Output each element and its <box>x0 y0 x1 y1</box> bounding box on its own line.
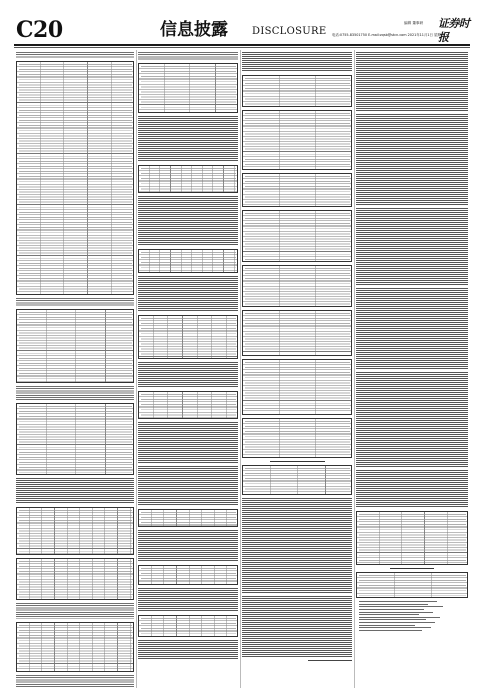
info-table <box>242 465 352 495</box>
masthead <box>14 18 470 44</box>
column-4 <box>356 50 468 688</box>
text-block <box>138 52 238 60</box>
list-item <box>359 612 433 613</box>
editor-line: 编辑 董事研 <box>404 21 424 25</box>
financial-table <box>138 165 238 193</box>
info-table <box>242 75 352 107</box>
financial-table <box>138 391 238 419</box>
info-table <box>242 265 352 307</box>
text-block <box>138 640 238 660</box>
info-table <box>242 359 352 415</box>
text-block <box>242 52 352 72</box>
financial-table <box>16 622 134 672</box>
list-item <box>359 627 431 628</box>
table-caption <box>270 461 325 462</box>
text-block <box>138 196 238 246</box>
column-divider <box>354 50 355 688</box>
financial-table <box>16 558 134 600</box>
list-item <box>359 604 428 605</box>
text-block <box>16 603 134 619</box>
page-code: C20 <box>16 17 63 43</box>
text-block <box>138 116 238 162</box>
text-block <box>242 498 352 594</box>
text-block <box>16 386 134 400</box>
financial-table <box>138 615 238 637</box>
text-block <box>356 288 468 370</box>
list-item <box>359 630 422 631</box>
masthead-rule <box>14 44 470 46</box>
column-2 <box>138 50 238 688</box>
info-table <box>242 110 352 170</box>
financial-table <box>138 509 238 527</box>
financial-table <box>138 249 238 273</box>
financial-table <box>138 565 238 585</box>
text-block <box>138 276 238 312</box>
list-item <box>359 614 419 615</box>
info-table <box>242 418 352 458</box>
text-block <box>138 530 238 562</box>
text-block <box>138 422 238 464</box>
financial-table <box>16 507 134 555</box>
column-divider <box>240 50 241 688</box>
text-block <box>16 675 134 687</box>
info-table <box>356 511 468 565</box>
financial-table <box>16 61 134 295</box>
column-1 <box>16 50 134 688</box>
section-title-cn: 信息披露 <box>160 20 228 40</box>
masthead-rule-thin <box>14 47 470 48</box>
text-block <box>16 52 134 58</box>
list-item <box>359 617 440 618</box>
list-item <box>359 622 435 623</box>
info-table <box>242 173 352 207</box>
info-table <box>242 210 352 262</box>
text-block <box>356 208 468 286</box>
text-block <box>356 114 468 206</box>
newspaper-logo: 证券时报 <box>438 17 470 44</box>
list-item <box>359 625 415 626</box>
column-3 <box>242 50 352 688</box>
text-block <box>356 372 468 468</box>
text-block <box>138 362 238 388</box>
list-item <box>359 609 424 610</box>
text-block <box>16 478 134 504</box>
list-item <box>359 606 443 607</box>
financial-table <box>16 309 134 383</box>
text-block <box>356 470 468 508</box>
text-block <box>16 298 134 306</box>
info-table <box>356 572 468 598</box>
text-block <box>242 596 352 658</box>
text-block <box>356 52 468 112</box>
financial-table <box>138 63 238 113</box>
list-item <box>359 619 426 620</box>
info-table <box>242 310 352 356</box>
list-item <box>359 601 437 602</box>
table-caption <box>390 568 435 569</box>
contact-line: 电话:0755-83501750 E-mail:zqsb@stcn.com 2021年11月1日 星期一 <box>332 33 445 37</box>
section-title-en: DISCLOSURE <box>252 26 327 37</box>
text-block <box>138 466 238 506</box>
financial-table <box>138 315 238 359</box>
column-divider <box>136 50 137 688</box>
financial-table <box>16 403 134 475</box>
text-block <box>138 588 238 612</box>
signature-line <box>308 660 352 661</box>
